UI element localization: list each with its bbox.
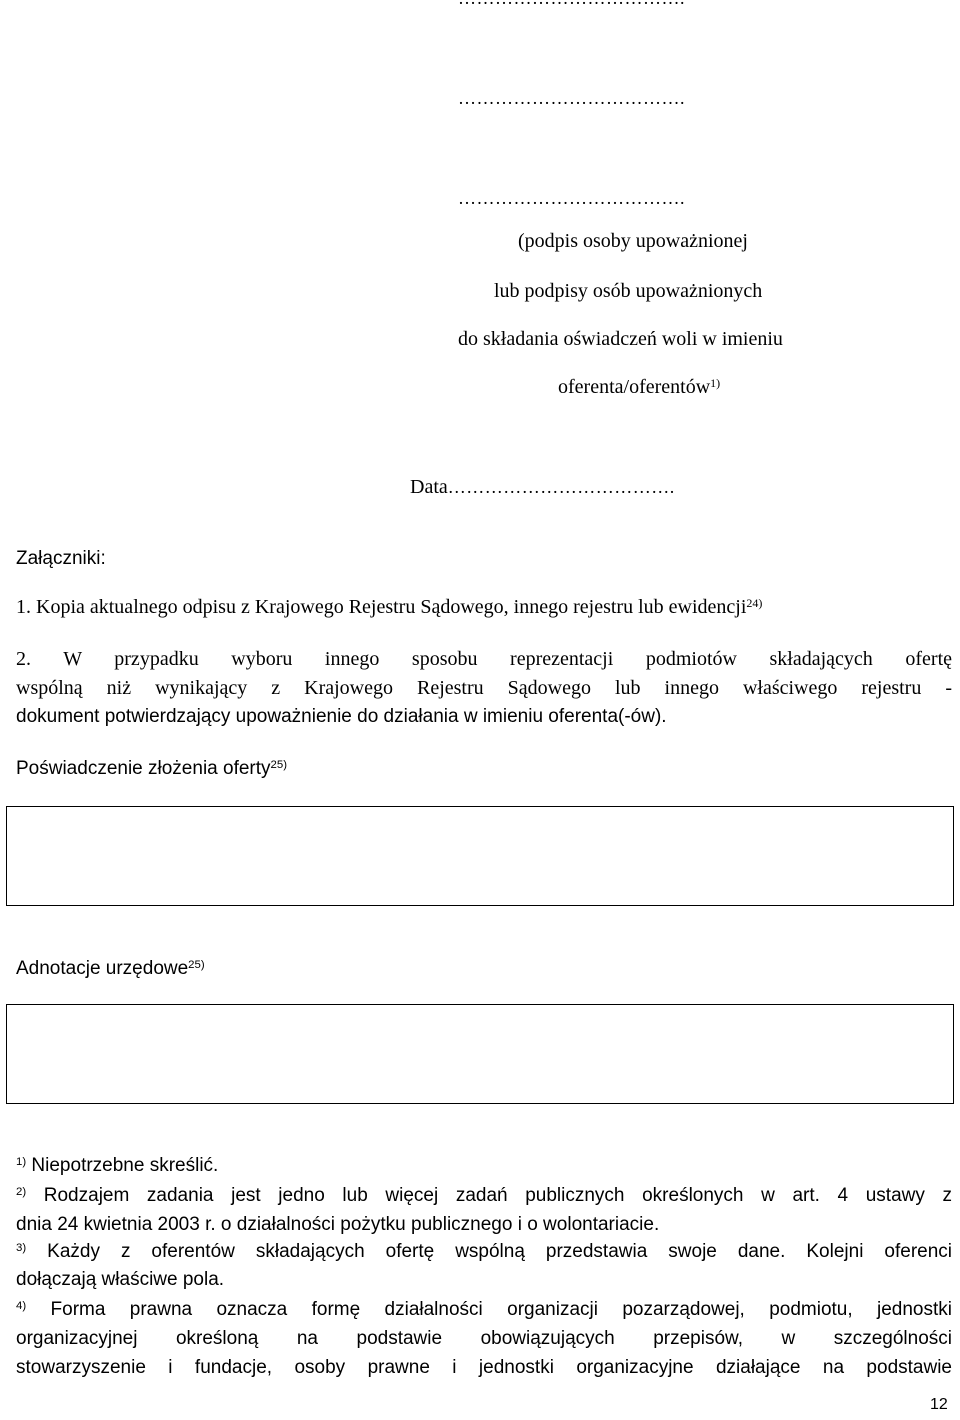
footnote-4-line: organizacyjnej określoną na podstawie obowiązujących przepisów, w szczególności: [16, 1328, 952, 1349]
signature-dots-line: ……………………………….: [458, 88, 685, 108]
footnote-ref: 25): [188, 959, 205, 972]
certification-label: [16, 758, 287, 780]
footnote-4: [16, 1296, 952, 1323]
footnote-ref: 1): [710, 376, 721, 390]
footnote-ref: 25): [270, 759, 287, 772]
attachment-item-2-line: dokument potwierdzający upoważnienie do działania w imieniu oferenta(-ów).: [16, 706, 667, 727]
date-field: [410, 476, 675, 499]
date-label: Data: [410, 476, 448, 498]
footnote-4-line: stowarzyszenie i fundacje, osoby prawne i jednostki organizacyjne działające na podstawie: [16, 1357, 952, 1378]
signature-dots-line: [458, 0, 685, 9]
date-dots: ……………………………….: [447, 477, 675, 497]
signature-caption: lub podpisy osób upoważnionych: [494, 280, 763, 302]
attachment-item-2-line: wspólną niż wynikający z Krajowego Rejestru Sądowego lub innego właściwego rejestru -: [16, 677, 952, 699]
footnote-number: 1): [16, 1156, 27, 1169]
certification-box[interactable]: [6, 806, 954, 906]
footnote-number: 2): [16, 1186, 27, 1199]
signature-caption-text: oferenta/oferentów: [558, 376, 711, 398]
footnote-3-line: dołączają właściwe pola.: [16, 1269, 225, 1290]
attachment-item-2-line: 2. W przypadku wyboru innego sposobu reprezentacji podmiotów składających ofertę: [16, 648, 952, 670]
attachment-item-1: [16, 596, 762, 619]
signature-dots-line: ……………………………….: [458, 188, 685, 208]
attachment-item-1-text: 1. Kopia aktualnego odpisu z Krajowego Rejestru Sądowego, innego rejestru lub ewidencji: [16, 596, 747, 618]
page-number: 12: [930, 1396, 948, 1413]
footnote-1: [16, 1152, 952, 1179]
footnote-number: 4): [16, 1300, 27, 1313]
footnote-text: Rodzajem zadania jest jedno lub więcej zadań publicznych określonych w art. 4 ustawy z: [43, 1185, 952, 1206]
footnote-text: Forma prawna oznacza formę działalności organizacji pozarządowej, podmiotu, jednostki: [50, 1299, 953, 1320]
footnote-2: [16, 1182, 952, 1209]
official-notes-label: [16, 958, 205, 980]
certification-label-text: Poświadczenie złożenia oferty: [16, 758, 271, 779]
footnote-3: [16, 1238, 952, 1265]
signature-caption: do składania oświadczeń woli w imieniu: [458, 328, 783, 350]
footnote-number: 3): [16, 1242, 27, 1255]
signature-caption: (podpis osoby upoważnionej: [518, 230, 748, 252]
footnote-text: Każdy z oferentów składających ofertę wspólną przedstawia swoje dane. Kolejni oferenci: [47, 1241, 953, 1262]
footnote-text: Niepotrzebne skreślić.: [31, 1155, 219, 1176]
official-notes-box[interactable]: [6, 1004, 954, 1104]
signature-caption: [558, 376, 720, 399]
official-notes-label-text: Adnotacje urzędowe: [16, 958, 189, 979]
attachments-heading: Załączniki:: [16, 548, 106, 569]
footnote-ref: 24): [746, 596, 763, 610]
footnote-2-line: dnia 24 kwietnia 2003 r. o działalności pożytku publicznego i o wolontariacie.: [16, 1214, 660, 1235]
